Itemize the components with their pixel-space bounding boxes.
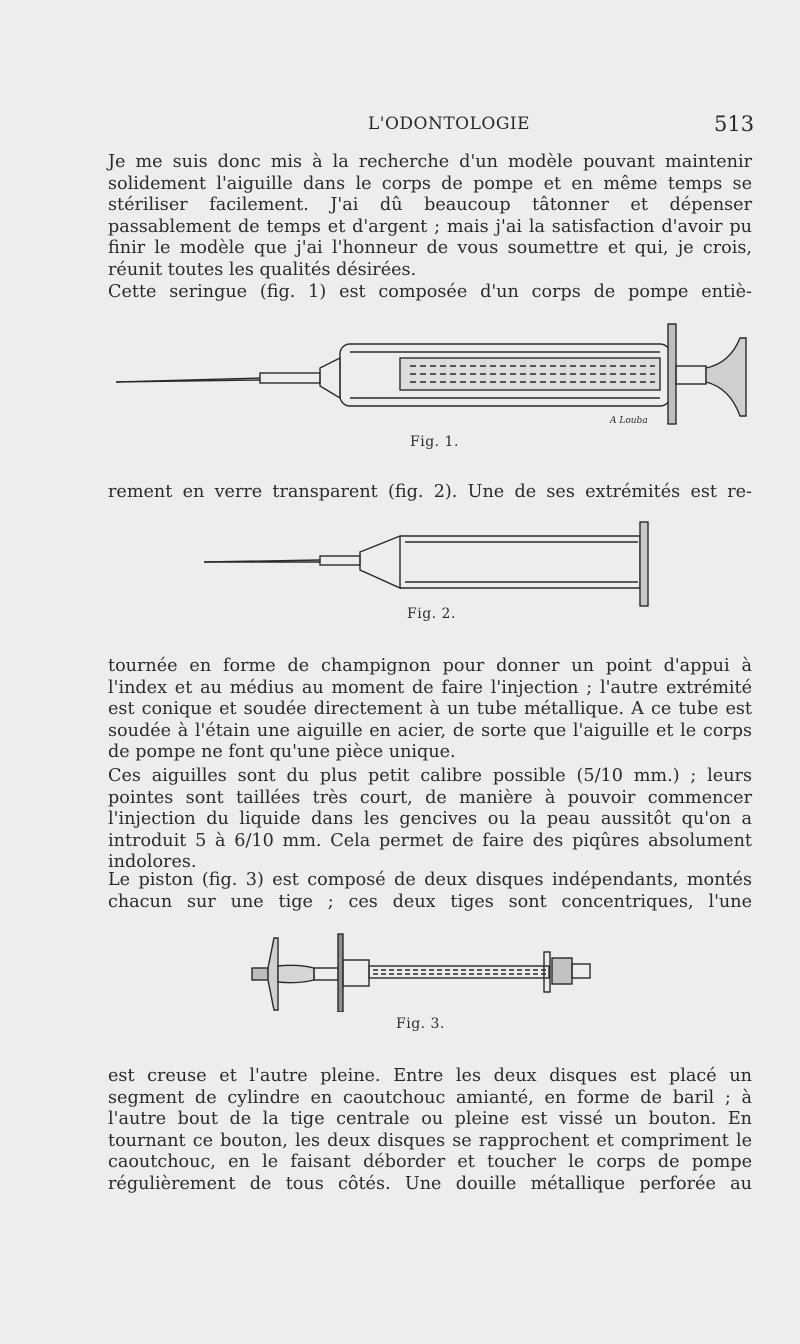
paragraph-3: Ces aiguilles sont du plus petit calibre possible (5/10 mm.) ; leurs pointes sont taillées très court, de manière à pouvoir commencer l'injection du liquide dans les gencives ou la peau aussitôt qu'on a introduit 5 à 6/10 mm. Cela permet de faire des piqûres absolument indolores. <box>108 766 752 873</box>
fig2-barrel <box>400 536 640 588</box>
fig1-rod <box>676 366 706 384</box>
paragraph-2-end: tournée en forme de champignon pour donner un point d'appui à l'index et au médius au moment de faire l'injection ; l'autre extrémité est conique et soudée directement à un tube métallique. A ce tube est soudée à l'étain une aiguille en acier, de sorte que l'aiguille et le corps de pompe ne font qu'une pièce unique. <box>108 656 752 763</box>
paragraph-4-continued: est creuse et l'autre pleine. Entre les deux disques est placé un segment de cylindre en caoutchouc amianté, en forme de baril ; à l'autre bout de la tige centrale ou pleine est vissé un bouton. En tournant ce bouton, les deux disques se rapprochent et compriment le caoutchouc, en le faisant déborder et toucher le corps de pompe régulièrement de tous côtés. Une douille métallique perforée au <box>108 1066 752 1194</box>
fig3-end-knob <box>252 968 268 980</box>
figure-2-glass-barrel <box>200 518 660 610</box>
fig3-rod <box>369 966 549 978</box>
paragraph-2-continued: rement en verre transparent (fig. 2). Une de ses extrémités est re- <box>108 482 752 502</box>
paragraph-4-start: Le piston (fig. 3) est composé de deux disques indépendants, montés chacun sur une tige ; ces deux tiges sont concentriques, l'une <box>108 870 752 912</box>
fig3-hollow-rod-section <box>314 968 338 980</box>
fig1-signature: A Louba <box>610 416 648 426</box>
fig1-thumb-disc <box>706 338 746 416</box>
fig1-metal-tube <box>260 373 320 383</box>
paragraph-2-start: Cette seringue (fig. 1) est composée d'un corps de pompe entiè- <box>108 282 752 302</box>
figure-1-syringe <box>110 318 760 428</box>
figure-1-caption: Fig. 1. <box>410 434 459 450</box>
page-number: 513 <box>714 112 755 136</box>
running-title: L'ODONTOLOGIE <box>368 114 531 134</box>
figure-3-caption: Fig. 3. <box>396 1016 445 1032</box>
fig3-collar <box>343 960 369 986</box>
figure-3-piston <box>248 928 598 1012</box>
fig2-cone <box>360 536 400 588</box>
fig2-flange <box>640 522 648 606</box>
fig3-disc-1 <box>268 938 278 1010</box>
fig1-flange <box>668 324 676 424</box>
fig3-thread <box>572 964 590 978</box>
fig3-screw-button <box>552 958 572 984</box>
fig2-metal-tube <box>320 556 360 565</box>
fig1-cone <box>320 358 340 398</box>
figure-2-caption: Fig. 2. <box>407 606 456 622</box>
fig3-disc-2 <box>338 934 343 1012</box>
paragraph-1: Je me suis donc mis à la recherche d'un modèle pouvant maintenir solidement l'aiguille dans le corps de pompe et en même temps se stériliser facilement. J'ai dû beaucoup tâtonner et dépenser passablement de temps et d'argent ; mais j'ai la satisfaction d'avoir pu finir le modèle que j'ai l'honneur de vous soumettre et qui, je crois, réunit toutes les qualités désirées. <box>108 152 752 280</box>
fig3-rubber-barrel <box>278 965 314 982</box>
